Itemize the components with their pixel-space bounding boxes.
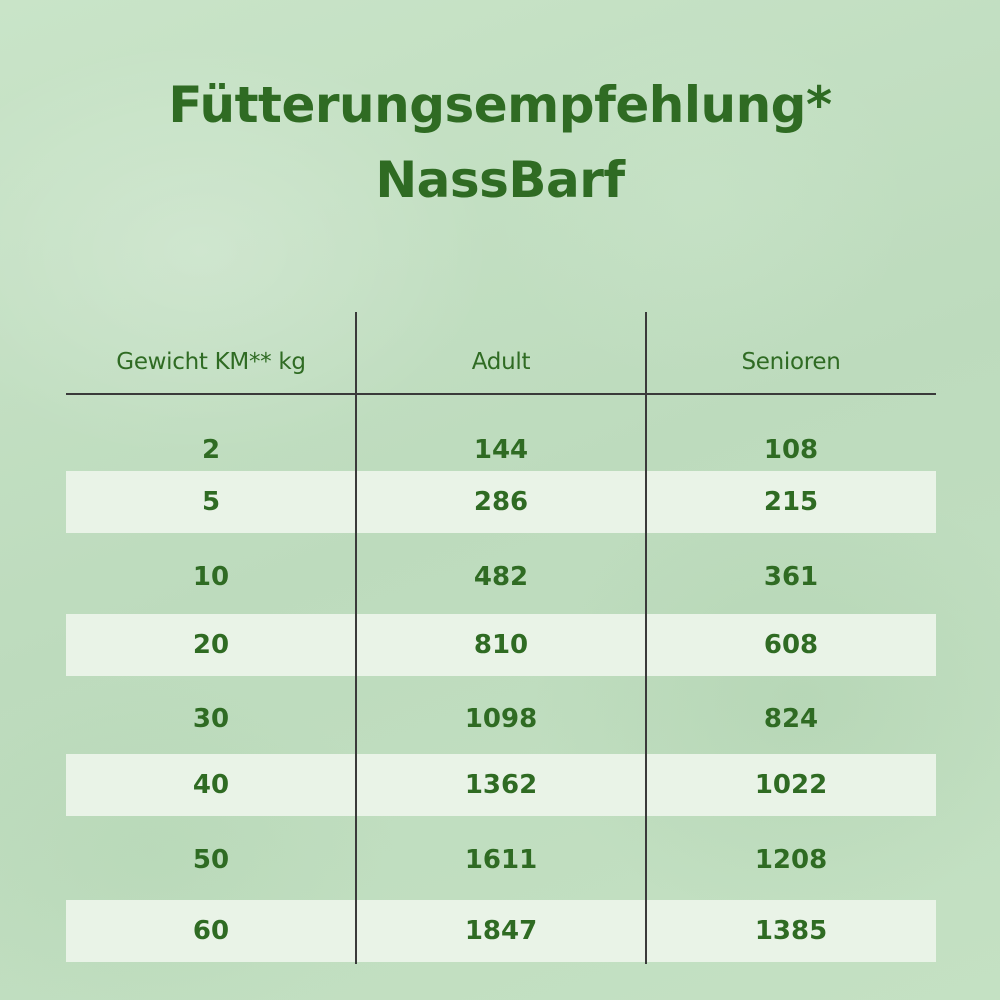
cell-senior: 361 xyxy=(763,562,819,592)
feeding-table xyxy=(66,312,936,964)
header-weight: Gewicht KM** kg xyxy=(116,349,306,375)
cell-weight: 5 xyxy=(201,487,221,517)
column-divider xyxy=(645,312,647,964)
cell-senior: 608 xyxy=(763,630,819,660)
cell-adult: 1611 xyxy=(464,845,538,875)
cell-senior: 1022 xyxy=(754,770,828,800)
cell-adult: 810 xyxy=(473,630,529,660)
table-row xyxy=(66,829,936,891)
column-divider xyxy=(355,312,357,964)
cell-adult: 144 xyxy=(473,435,529,465)
table-row xyxy=(66,614,936,676)
cell-weight: 40 xyxy=(192,770,230,800)
table-row xyxy=(66,546,936,608)
title-line-1: Fütterungsempfehlung* xyxy=(168,76,832,134)
cell-weight: 30 xyxy=(192,704,230,734)
cell-adult: 1362 xyxy=(464,770,538,800)
header-senior: Senioren xyxy=(741,349,841,375)
cell-weight: 10 xyxy=(192,562,230,592)
header-divider xyxy=(66,393,936,395)
cell-adult: 286 xyxy=(473,487,529,517)
table-row xyxy=(66,688,936,750)
cell-senior: 1385 xyxy=(754,916,828,946)
cell-weight: 60 xyxy=(192,916,230,946)
table-row xyxy=(66,754,936,816)
table-row xyxy=(66,900,936,962)
cell-adult: 1098 xyxy=(464,704,538,734)
header-adult: Adult xyxy=(471,349,531,375)
cell-senior: 108 xyxy=(763,435,819,465)
cell-weight: 2 xyxy=(201,435,221,465)
cell-weight: 50 xyxy=(192,845,230,875)
cell-weight: 20 xyxy=(192,630,230,660)
title-line-2: NassBarf xyxy=(375,151,625,209)
cell-senior: 215 xyxy=(763,487,819,517)
cell-adult: 1847 xyxy=(464,916,538,946)
cell-senior: 824 xyxy=(763,704,819,734)
page-title xyxy=(0,68,1000,218)
table-header xyxy=(66,312,936,394)
cell-senior: 1208 xyxy=(754,845,828,875)
cell-adult: 482 xyxy=(473,562,529,592)
table-row xyxy=(66,471,936,533)
